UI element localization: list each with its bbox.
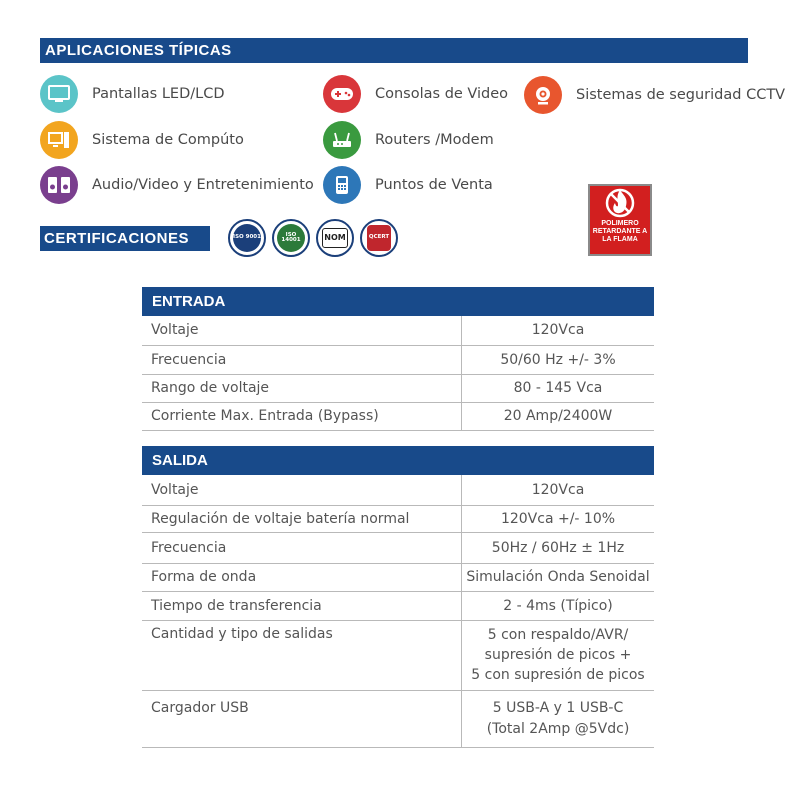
spec-key: Cargador USB — [142, 690, 462, 747]
iso-14001-seal-icon: ISO 14001 — [272, 219, 310, 257]
table-row — [142, 591, 654, 620]
table-row — [142, 532, 654, 563]
spec-value-line: 5 USB-A y 1 USB-C — [492, 699, 624, 716]
spec-value-line: 5 con supresión de picos — [471, 667, 645, 683]
spec-value: 120Vca — [462, 475, 655, 505]
pos-icon — [323, 166, 361, 204]
flame-retardant-badge — [588, 184, 652, 256]
spec-value-line: supresión de picos + — [484, 647, 632, 663]
nom-seal-icon: NOM — [316, 219, 354, 257]
table-row — [142, 505, 654, 532]
app-label: Sistemas de seguridad CCTV — [576, 87, 786, 103]
spec-key: Tiempo de transferencia — [142, 591, 462, 620]
app-item-computing — [40, 121, 244, 159]
spec-value: 20 Amp/2400W — [462, 402, 655, 430]
monitor-icon — [40, 75, 78, 113]
spec-key: Frecuencia — [142, 532, 462, 563]
app-item-displays — [40, 75, 225, 113]
spec-key: Forma de onda — [142, 563, 462, 591]
certification-seals — [228, 219, 398, 257]
router-icon — [323, 121, 361, 159]
camera-icon — [524, 76, 562, 114]
spec-key: Cantidad y tipo de salidas — [142, 620, 462, 690]
spec-value: 50Hz / 60Hz ± 1Hz — [462, 532, 655, 563]
spec-value-multiline — [462, 620, 655, 690]
spec-value: 120Vca +/- 10% — [462, 505, 655, 532]
salida-table — [142, 475, 654, 748]
table-row — [142, 563, 654, 591]
spec-value-line: (Total 2Amp @5Vdc) — [486, 720, 630, 737]
flame-retardant-icon — [590, 186, 650, 222]
app-label: Consolas de Video — [375, 86, 509, 102]
applications-header: APLICACIONES TÍPICAS — [40, 38, 748, 63]
table-row — [142, 620, 654, 690]
app-item-consoles — [323, 75, 508, 113]
spec-value-line: 5 con respaldo/AVR/ — [487, 627, 629, 643]
spec-value: 120Vca — [462, 316, 655, 345]
spec-key: Rango de voltaje — [142, 374, 462, 402]
app-label: Routers /Modem — [375, 132, 494, 148]
iso-9001-seal-icon: ISO 9001 — [228, 219, 266, 257]
spec-key: Voltaje — [142, 475, 462, 505]
entrada-table — [142, 316, 654, 431]
flame-badge-text: POLIMERO RETARDANTE A LA FLAMA — [592, 220, 648, 243]
table-row — [142, 690, 654, 747]
spec-key: Voltaje — [142, 316, 462, 345]
computer-icon — [40, 121, 78, 159]
spec-key: Corriente Max. Entrada (Bypass) — [142, 402, 462, 430]
app-item-cctv — [524, 76, 785, 114]
table-row — [142, 316, 654, 345]
speakers-icon — [40, 166, 78, 204]
app-label: Sistema de Compúto — [92, 132, 244, 148]
app-item-pos — [323, 166, 493, 204]
app-label: Pantallas LED/LCD — [92, 86, 225, 102]
table-row — [142, 345, 654, 374]
table-row — [142, 374, 654, 402]
table-row — [142, 402, 654, 430]
gamepad-icon — [323, 75, 361, 113]
spec-value-multiline — [462, 690, 655, 747]
spec-value: 80 - 145 Vca — [462, 374, 655, 402]
app-item-audio-video — [40, 166, 314, 204]
app-item-routers — [323, 121, 494, 159]
app-label: Audio/Video y Entretenimiento — [92, 177, 314, 193]
certifications-header: CERTIFICACIONES — [40, 226, 210, 251]
spec-key: Regulación de voltaje batería normal — [142, 505, 462, 532]
spec-key: Frecuencia — [142, 345, 462, 374]
spec-value: 50/60 Hz +/- 3% — [462, 345, 655, 374]
spec-value: 2 - 4ms (Típico) — [462, 591, 655, 620]
spec-value: Simulación Onda Senoidal — [462, 563, 655, 591]
table-row — [142, 475, 654, 505]
app-label: Puntos de Venta — [375, 177, 493, 193]
qcert-seal-icon: QCERT — [360, 219, 398, 257]
salida-header: SALIDA — [142, 446, 654, 475]
entrada-header: ENTRADA — [142, 287, 654, 316]
